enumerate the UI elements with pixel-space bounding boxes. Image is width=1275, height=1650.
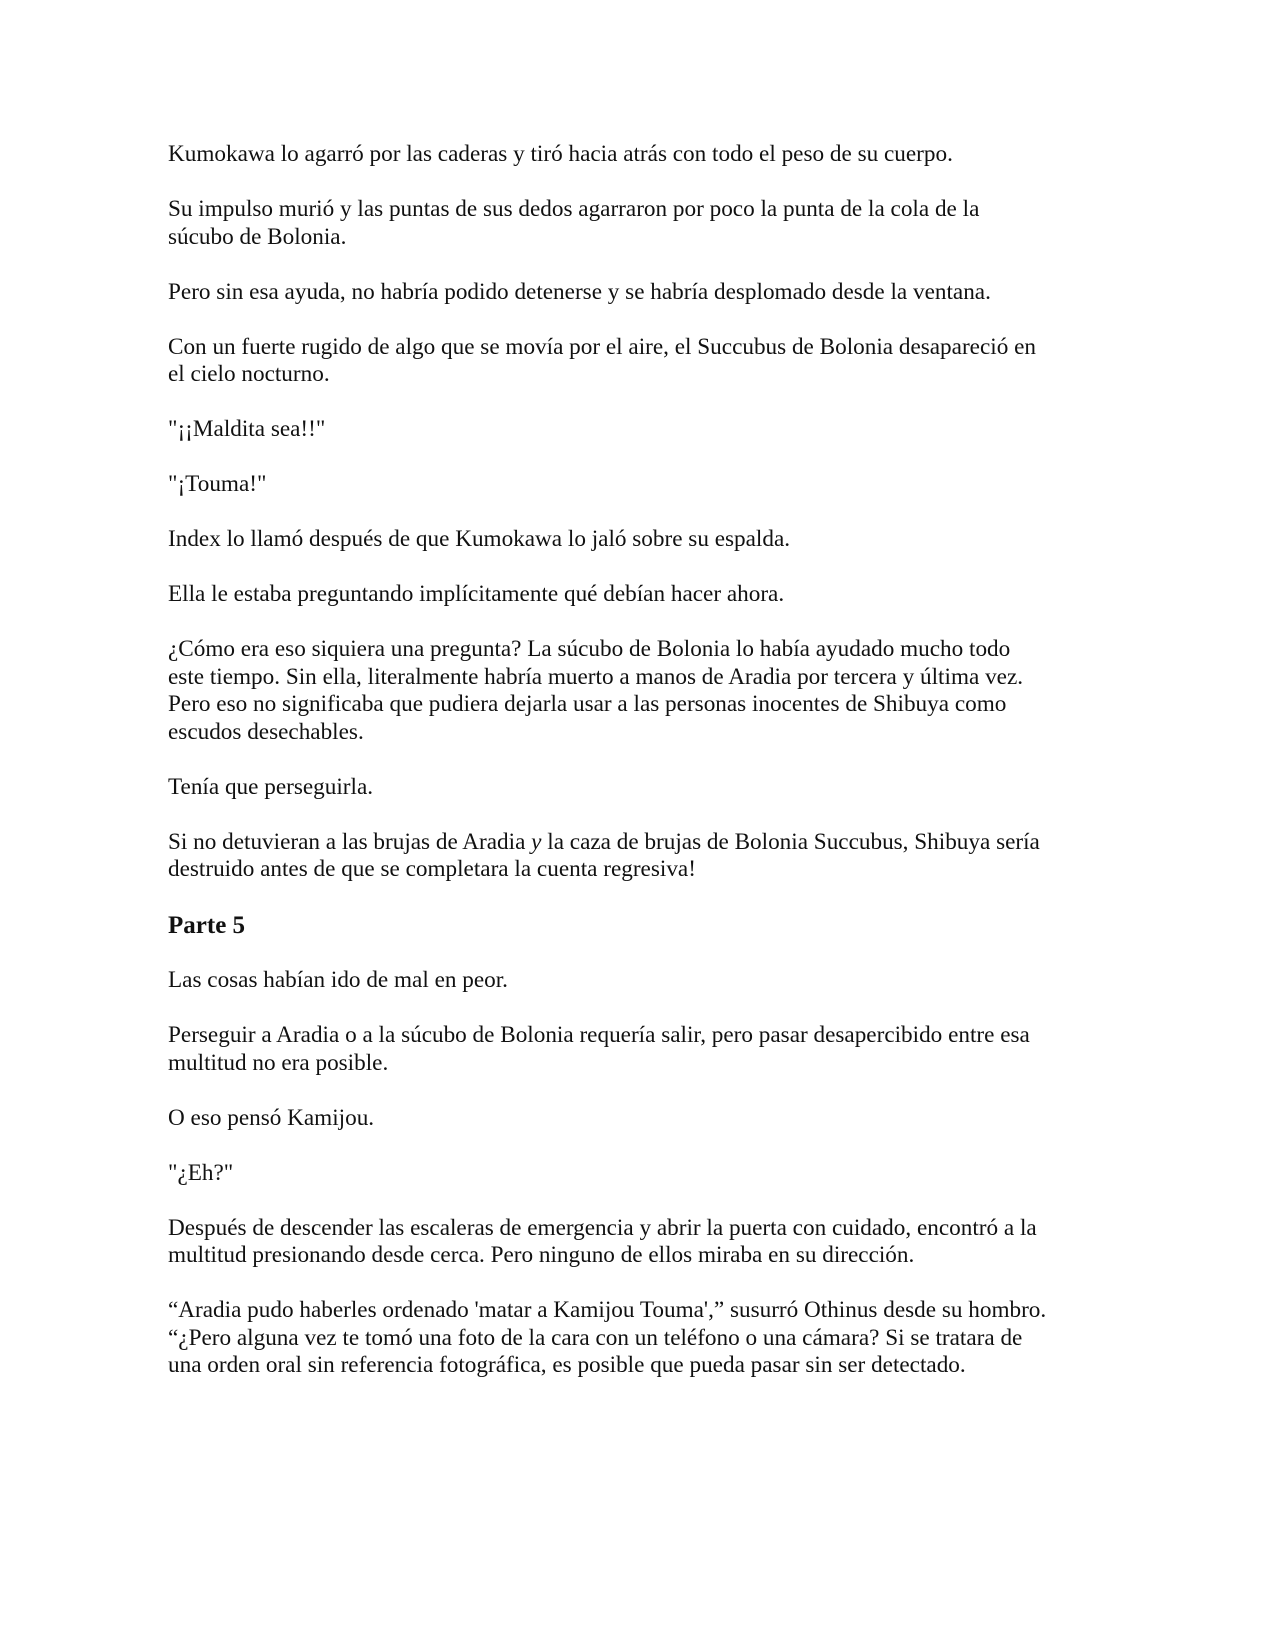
paragraph: Pero sin esa ayuda, no habría podido detenerse y se habría desplomado desde la ventana.	[168, 278, 991, 305]
document-page	[168, 141, 1048, 1407]
section-heading: Parte 5	[168, 912, 246, 939]
paragraph: Perseguir a Aradia o a la súcubo de Bolonia requería salir, pero pasar desapercibido entre esa multitud no era posible.	[168, 1022, 1030, 1076]
paragraph	[168, 829, 1048, 884]
paragraph: ¿Cómo era eso siquiera una pregunta? La súcubo de Bolonia lo había ayudado mucho todo este tiempo. Sin ella, literalmente habría muerto a manos de Aradia por tercera y última vez. Pero eso no significaba que pudiera dejarla usar a las personas inocentes de Shibuya como escudos desechables.	[168, 636, 1024, 745]
italic-text: y	[531, 828, 542, 855]
paragraph: "¡¡Maldita sea!!"	[168, 416, 326, 442]
paragraph: Ella le estaba preguntando implícitamente qué debían hacer ahora.	[168, 581, 785, 607]
paragraph: Con un fuerte rugido de algo que se movía por el aire, el Succubus de Bolonia desapareció en el cielo nocturno.	[168, 333, 1036, 387]
paragraph: Index lo llamó después de que Kumokawa lo jaló sobre su espalda.	[168, 526, 791, 552]
paragraph: "¿Eh?"	[168, 1159, 234, 1186]
paragraph: Tenía que perseguirla.	[168, 773, 374, 800]
paragraph: Después de descender las escaleras de emergencia y abrir la puerta con cuidado, encontró a la multitud presionando desde cerca. Pero ninguno de ellos miraba en su dirección.	[168, 1214, 1037, 1268]
paragraph: "¡Touma!"	[168, 471, 267, 497]
paragraph: Kumokawa lo agarró por las caderas y tiró hacia atrás con todo el peso de su cuerpo.	[168, 141, 953, 167]
text-run: Si no detuvieran a las brujas de Aradia	[168, 828, 532, 855]
paragraph: Su impulso murió y las puntas de sus dedos agarraron por poco la punta de la cola de la súcubo de Bolonia.	[168, 196, 980, 250]
paragraph: “Aradia pudo haberles ordenado 'matar a Kamijou Touma',” susurró Othinus desde su hombro. “¿Pero alguna vez te tomó una foto de la cara con un teléfono o una cámara? Si se tratara de una orden oral sin referencia fotográfica, es posible que pueda pasar sin ser detectado.	[168, 1297, 1047, 1378]
text-run: la caza de brujas de Bolonia Succubus, Shibuya sería destruido antes de que se completara la cuenta regresiva!	[168, 828, 1040, 882]
paragraph: Las cosas habían ido de mal en peor.	[168, 967, 508, 993]
paragraph: O eso pensó Kamijou.	[168, 1104, 375, 1131]
